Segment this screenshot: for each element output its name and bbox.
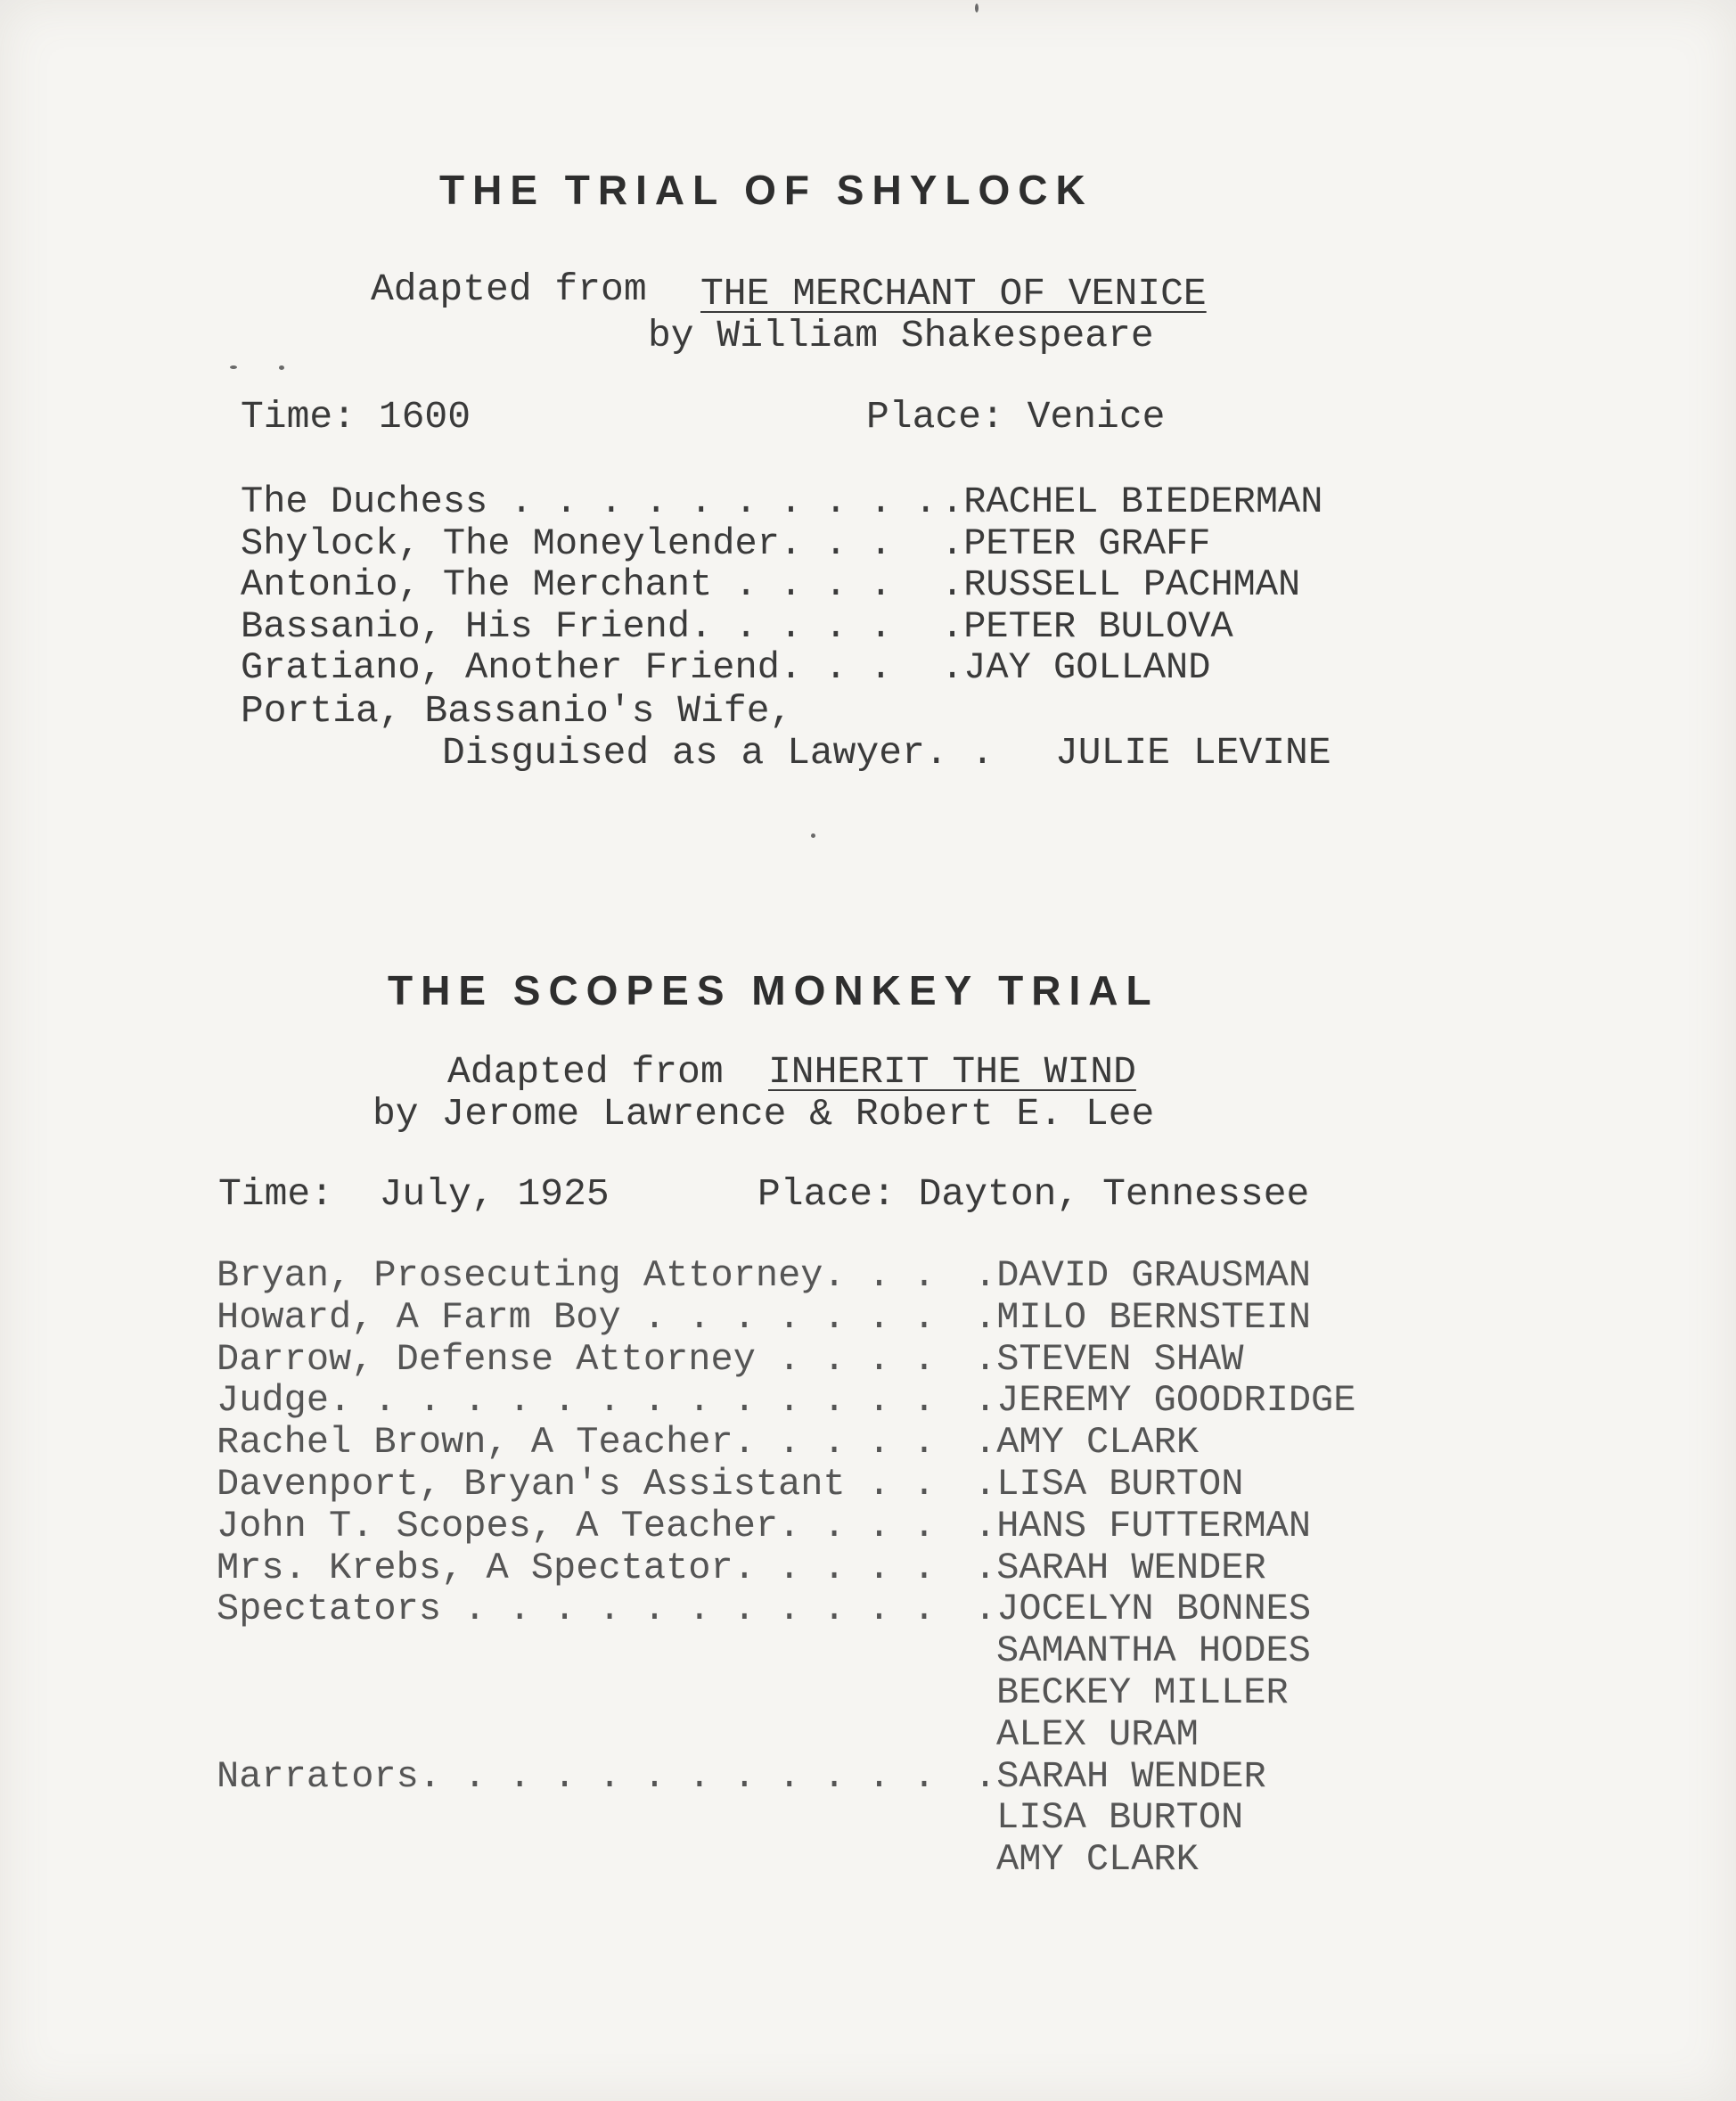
play2-time: Time: July, 1925 [218, 1172, 610, 1216]
cast-actor: .HANS FUTTERMAN [974, 1504, 1312, 1547]
cast-role: Antonio, The Merchant . . . . [241, 563, 892, 607]
cast-actor: BECKEY MILLER [996, 1671, 1289, 1714]
play2-place: Place: Dayton, Tennessee [757, 1172, 1310, 1216]
play2-author-line: by Jerome Lawrence & Robert E. Lee [373, 1092, 1155, 1136]
play1-portia-actor: JULIE LEVINE [1055, 731, 1331, 775]
cast-role: Gratiano, Another Friend. . . [241, 646, 892, 690]
cast-actor: .JEREMY GOODRIDGE [974, 1379, 1356, 1423]
cast-role: Darrow, Defense Attorney . . . . [217, 1337, 936, 1381]
play1-title: THE TRIAL OF SHYLOCK [439, 167, 1093, 213]
cast-role: Rachel Brown, A Teacher. . . . . [217, 1421, 936, 1465]
play2-adapted-prefix: Adapted from [447, 1050, 724, 1094]
ink-speck [975, 4, 979, 12]
play2-source-title: INHERIT THE WIND [768, 1050, 1136, 1094]
cast-actor: AMY CLARK [996, 1838, 1199, 1882]
cast-actor: .MILO BERNSTEIN [974, 1295, 1312, 1339]
cast-role: Shylock, The Moneylender. . . [241, 521, 892, 565]
cast-actor: .JAY GOLLAND [941, 646, 1211, 690]
cast-role: John T. Scopes, A Teacher. . . . [217, 1504, 936, 1547]
play1-time: Time: 1600 [241, 395, 471, 439]
ink-speck [279, 365, 284, 370]
ink-speck [230, 365, 237, 369]
cast-actor: .STEVEN SHAW [974, 1337, 1244, 1381]
cast-actor: .PETER GRAFF [941, 521, 1211, 565]
play1-place: Place: Venice [866, 395, 1166, 439]
cast-actor: .PETER BULOVA [941, 604, 1233, 648]
cast-role: Narrators. . . . . . . . . . . . [217, 1754, 936, 1798]
play1-portia-role: Portia, Bassanio's Wife, [241, 689, 793, 733]
cast-role: Mrs. Krebs, A Spectator. . . . . [217, 1546, 936, 1589]
play1-author-line: by William Shakespeare [648, 314, 1154, 357]
cast-role: Bassanio, His Friend. . . . . [241, 604, 892, 648]
cast-role: Howard, A Farm Boy . . . . . . . [217, 1295, 936, 1339]
cast-actor: SAMANTHA HODES [996, 1629, 1311, 1673]
play1-portia-disguise: Disguised as a Lawyer. . [442, 731, 995, 775]
cast-actor: .SARAH WENDER [974, 1754, 1266, 1798]
cast-actor: .DAVID GRAUSMAN [974, 1254, 1312, 1297]
play2-title: THE SCOPES MONKEY TRIAL [388, 967, 1159, 1014]
cast-actor: .AMY CLARK [974, 1421, 1200, 1465]
cast-role: Davenport, Bryan's Assistant . . [217, 1463, 936, 1506]
cast-role: The Duchess . . . . . . . . . . [241, 480, 938, 523]
cast-role: Bryan, Prosecuting Attorney. . . [217, 1254, 936, 1297]
cast-actor: .LISA BURTON [974, 1463, 1244, 1506]
cast-role: Judge. . . . . . . . . . . . . . [217, 1379, 936, 1423]
cast-actor: LISA BURTON [996, 1796, 1244, 1840]
play1-source-title: THE MERCHANT OF VENICE [700, 272, 1207, 316]
cast-actor: .RACHEL BIEDERMAN [941, 480, 1323, 523]
ink-speck [811, 833, 815, 838]
cast-actor: .SARAH WENDER [974, 1546, 1266, 1589]
cast-actor: .JOCELYN BONNES [974, 1588, 1312, 1631]
play1-adapted-prefix: Adapted from [371, 267, 647, 311]
cast-actor: ALEX URAM [996, 1712, 1199, 1756]
cast-role: Spectators . . . . . . . . . . . [217, 1588, 936, 1631]
cast-actor: .RUSSELL PACHMAN [941, 563, 1301, 607]
